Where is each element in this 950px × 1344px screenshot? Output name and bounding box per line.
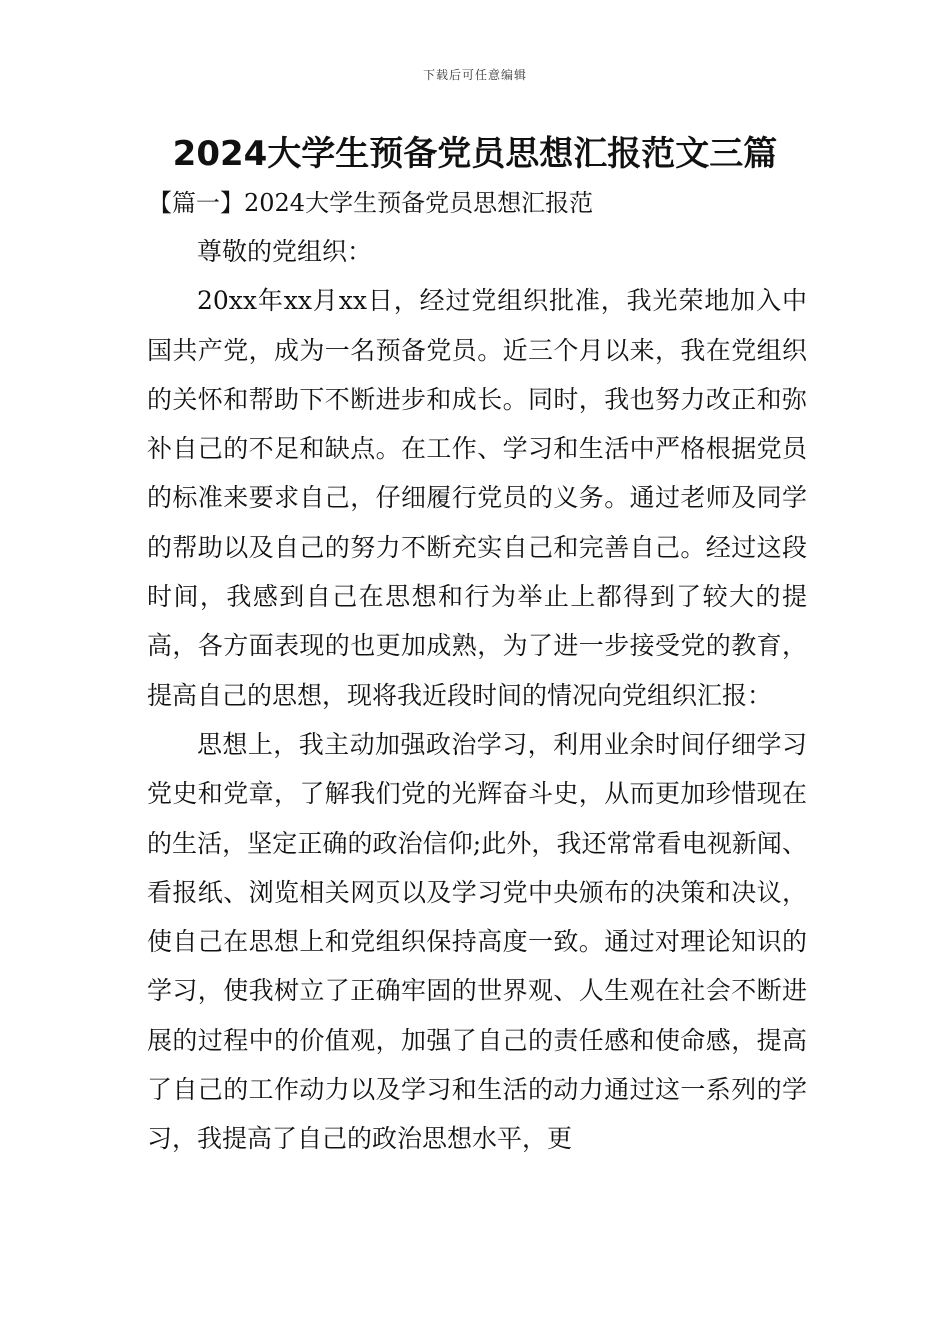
header-note: 下载后可任意编辑 — [422, 68, 527, 82]
document-title: 2024大学生预备党员思想汇报范文三篇 — [172, 134, 778, 174]
document-body — [147, 227, 807, 1164]
section-heading: 【篇一】2024大学生预备党员思想汇报范 — [148, 189, 594, 217]
body-paragraph: 思想上，我主动加强政治学习，利用业余时间仔细学习党史和党章，了解我们党的光辉奋斗史，从而更加珍惜现在的生活，坚定正确的政治信仰;此外，我还常常看电视新闻、看报纸、浏览相关网页以及学习党中央颁布的决策和决议，使自己在思想上和党组织保持高度一致。通过对理论知识的学习，使我树立了正确牢固的世界观、人生观在社会不断进展的过程中的价值观，加强了自己的责任感和使命感，提高了自己的工作动力以及学习和生活的动力通过这一系列的学习，我提高了自己的政治思想水平，更 — [147, 729, 807, 1154]
body-paragraph: 20xx年xx月xx日，经过党组织批准，我光荣地加入中国共产党，成为一名预备党员。近三个月以来，我在党组织的关怀和帮助下不断进步和成长。同时，我也努力改正和弥补自己的不足和缺点。在工作、学习和生活中严格根据党员的标准来要求自己，仔细履行党员的义务。通过老师及同学的帮助以及自己的努力不断充实自己和完善自己。经过这段时间，我感到自己在思想和行为举止上都得到了较大的提高，各方面表现的也更加成熟，为了进一步接受党的教育，提高自己的思想，现将我近段时间的情况向党组织汇报： — [147, 286, 807, 710]
salutation-paragraph: 尊敬的党组织： — [197, 237, 373, 266]
